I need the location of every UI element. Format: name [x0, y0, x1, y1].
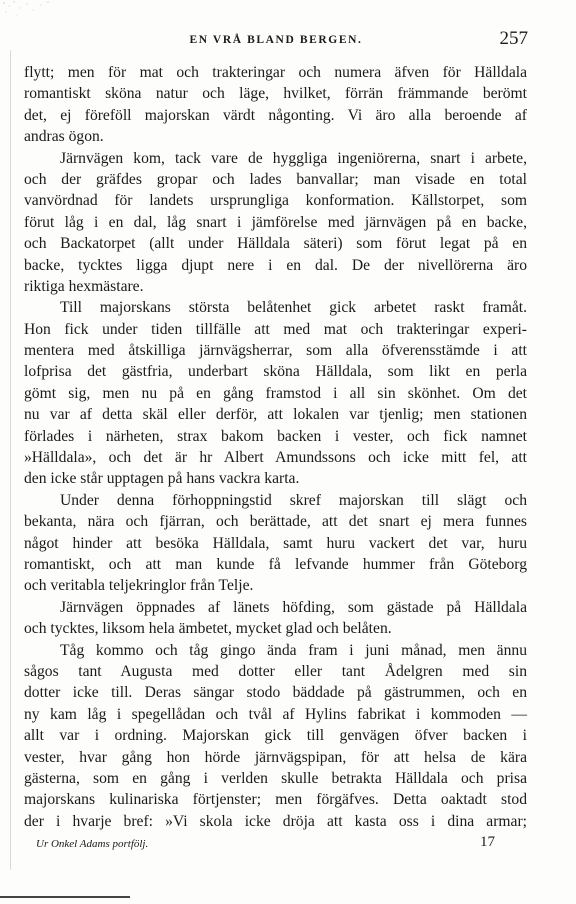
text-line: förlades i närheten, strax bakom backen i vester, och fick namnet — [24, 427, 527, 445]
text-line: vester, hvar gång hon hörde järnvägspipan, för att helsa de kära — [24, 748, 527, 766]
text-line: Järnvägen öppnades af länets höfding, som gästade på Hälldala — [60, 598, 527, 616]
text-line: Hon fick under tiden tillfälle att med mat och trakteringar experi- — [24, 320, 527, 338]
text-line: romantiskt, och att man kunde få lefvande hummer från Göteborg — [24, 555, 527, 573]
text-line: riktiga hexmästare. — [24, 277, 144, 295]
scan-speckle-decoration — [0, 0, 60, 24]
text-line: majorskans kulinariska förtjenster; men förgäfves. Detta oaktadt stod — [24, 791, 527, 809]
body-text — [24, 62, 527, 832]
running-title: EN VRÅ BLAND BERGEN. — [189, 34, 363, 46]
text-line: Järnvägen kom, tack vare de hyggliga ingeniörerna, snart i arbete, — [60, 149, 527, 167]
page-gutter-edge — [10, 50, 11, 870]
text-line: allt var i ordning. Majorskan gick till genvägen öfver backen i — [24, 727, 527, 745]
page-number: 257 — [499, 28, 528, 49]
text-line: det, ej föreföll majorskan värdt någonting. Vi äro alla beroende af — [24, 106, 527, 124]
text-line: den icke står upptagen på hans vackra karta. — [24, 470, 300, 488]
sheet-number: 17 — [480, 834, 495, 850]
text-line: backe, tycktes ligga djupt nere i en dal. De der nivellörerna äro — [24, 256, 527, 274]
text-line: och der gräfdes gropar och lades banvallar; man visade en total — [24, 170, 527, 188]
text-line: gömt sig, men nu på en gång framstod i all sin skönhet. Om det — [24, 384, 527, 402]
text-line: mentera med åtskilliga järnvägsherrar, som alla öfverensstämde i att — [24, 342, 527, 360]
page-header — [24, 28, 528, 52]
text-line: vanvördnad för landets ursprungliga konformation. Källstorpet, som — [24, 192, 527, 210]
text-line: der i hvarje bref: »Vi skola icke dröja att kasta oss i dina armar; — [24, 812, 527, 830]
printer-signature-mark: Ur Onkel Adams portfölj. — [36, 838, 149, 850]
text-line: sågos tant Augusta med dotter eller tant Ådelgren med sin — [24, 662, 527, 680]
text-line: bekanta, nära och fjärran, och berättade, att det snart ej mera funnes — [24, 513, 527, 531]
text-line: andras ögon. — [24, 128, 104, 146]
text-line: dotter icke till. Deras sängar stodo bäddade på gästrummen, och en — [24, 684, 527, 702]
page-footer — [24, 834, 527, 854]
text-line: Under denna förhoppningstid skref majorskan till slägt och — [60, 491, 527, 509]
text-line: och veritabla teljekringlor från Telje. — [24, 577, 254, 595]
page-bottom-edge-rule — [0, 896, 130, 898]
text-line: romantiskt sköna natur och läge, hvilket, förrän främmande berömt — [24, 85, 527, 103]
text-line: förut låg i en dal, låg snart i jämförelse med järnvägen på en backe, — [24, 213, 527, 231]
text-line: lofprisa det gästfria, underbart sköna Hälldala, som likt en perla — [24, 363, 527, 381]
text-line: ny kam låg i spegellådan och tvål af Hylins fabrikat i kommoden — — [24, 705, 527, 723]
text-line: och Backatorpet (allt under Hälldala säteri) som förut legat på en — [24, 235, 527, 253]
text-line: och tycktes, liksom hela ämbetet, mycket glad och belåten. — [24, 620, 392, 638]
text-line: något hinder att besöka Hälldala, samt huru vackert det var, huru — [24, 534, 527, 552]
text-line: flytt; men för mat och trakteringar och numera äfven för Hälldala — [24, 64, 527, 81]
text-line: gästerna, som en gång i verlden skulle betrakta Hälldala och prisa — [24, 769, 527, 787]
text-line: Till majorskans största belåtenhet gick arbetet raskt framåt. — [60, 299, 527, 317]
text-line: »Hälldala», och det är hr Albert Amundssons och icke mitt fel, att — [24, 449, 527, 467]
text-line: nu var af detta skäl eller derför, att lokalen var tjenlig; men stationen — [24, 406, 527, 424]
text-line: Tåg kommo och tåg gingo ända fram i juni månad, men ännu — [60, 641, 527, 659]
